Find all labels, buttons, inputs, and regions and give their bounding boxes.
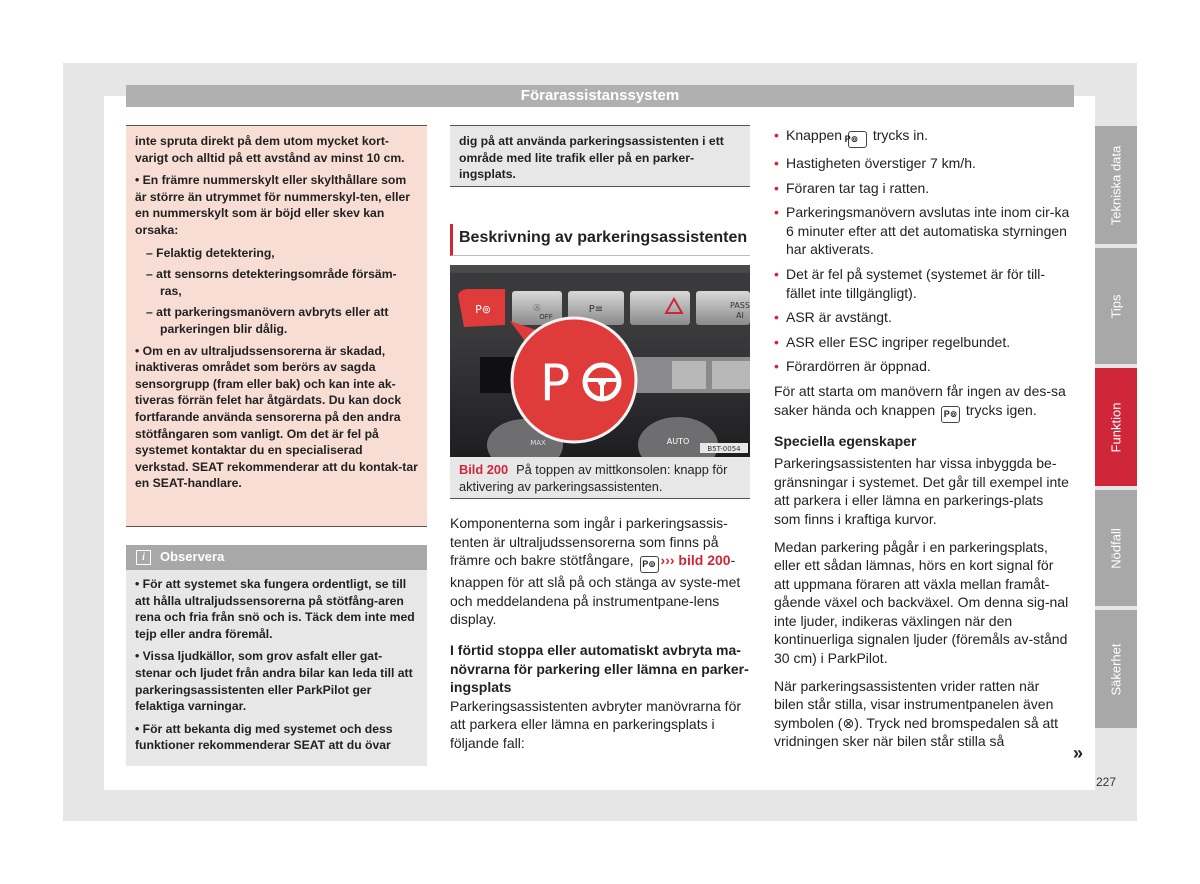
figure-console-photo: [450, 265, 750, 457]
paragraph: När parkeringsassistenten vrider ratten när bilen står stilla, visar instrumentpanelen även symbolen (⊗). Tryck ned bromspedalen så att vridningen sker när bilen står stilla så: [774, 677, 1059, 750]
console-illustration: [450, 265, 750, 457]
svg-text:AI: AI: [736, 311, 744, 320]
column-2-text: [450, 514, 750, 765]
warning-paragraph: • Om en av ultraljudssensorerna är skadad, inaktiveras området som berörs av sagda sensorgrupp (fram eller bak) och kan inte ak-tiveras förrän felet har åtgärdats. Du kan dock fortfarande använda sensorerna på den andra stötfångaren som vanligt. Om det är fel på systemet kontaktar du en specialiserad verkstad. SEAT rekommenderar att du kontak-tar en SEAT-handlare.: [135, 343, 418, 491]
svg-text:P≡: P≡: [588, 304, 604, 315]
note-item: • För att systemet ska fungera ordentligt, se till att hålla ultraljudssensorerna på stötfång-aren rena och fria från snö och is. Täck dem inte med tejp eller andra föremål.: [135, 577, 415, 641]
note-header: [126, 545, 427, 570]
warning-dash-item: – att parkeringsmanövern avbryts eller att parkeringen blir dålig.: [146, 305, 389, 336]
list-item: • Hastigheten överstiger 7 km/h.: [774, 154, 1070, 173]
note-item: • För att bekanta dig med systemet och dess funktioner rekommenderar SEAT att du övar: [135, 721, 393, 753]
park-assist-button-icon: P⊚: [640, 556, 659, 573]
note-item: • Vissa ljudkällor, som grov asfalt eller gat-stenar och ljudet från andra bilar kan leda till att parkeringsassistenten eller ParkPilot ger felaktiga varningar.: [135, 649, 413, 714]
warning-box: [126, 125, 427, 527]
list-item: • ASR eller ESC ingriper regelbundet.: [774, 333, 1070, 352]
list-item: • Förardörren är öppnad.: [774, 357, 1070, 376]
warning-dash-item: – att sensorns detekteringsområde försäm-ras,: [146, 267, 397, 298]
list-item: • Parkeringsmanövern avslutas inte inom cir-ka 6 minuter efter att det automatiska styrningen har aktiverats.: [774, 203, 1070, 259]
column-3-text: [774, 126, 1070, 760]
svg-text:P: P: [540, 354, 571, 412]
warning-paragraph: inte spruta direkt på dem utom mycket kort-varigt och alltid på ett avstånd av minst 10 cm.: [135, 134, 405, 165]
subheading: I förtid stoppa eller automatiskt avbryta ma-növrarna för parkering eller lämna en parker-ingsplats: [450, 641, 749, 696]
note-box: [126, 545, 427, 766]
figure-reference-link[interactable]: ››› bild 200: [660, 552, 731, 569]
section-title: Beskrivning av parkeringsassistenten: [450, 224, 750, 256]
tab-nodfall[interactable]: Nödfall: [1095, 490, 1137, 606]
continue-arrow-icon: »: [1073, 743, 1084, 763]
chapter-header: Förarassistanssystem: [126, 85, 1074, 107]
subheading: Speciella egenskaper: [774, 432, 917, 449]
tab-sakerhet[interactable]: Säkerhet: [1095, 610, 1137, 728]
paragraph: Komponenterna som ingår i parkeringsassis-tenten är ultraljudssensorerna som finns på främre och bakre stötfångare, P⊚ ››› bild 200-knappen för att slå på och stänga av syste-met och meddelandena på instrumentpane-lens display.: [450, 515, 741, 628]
list-item: • Knappen P⊚ trycks in.: [774, 126, 1070, 148]
figure-caption-text: På toppen av mittkonsolen: knapp för aktivering av parkeringsassistenten.: [459, 462, 728, 494]
svg-text:P⊚: P⊚: [475, 303, 491, 316]
tab-tekniska-data[interactable]: Tekniska data: [1095, 126, 1137, 244]
svg-text:B5T-0054: B5T-0054: [707, 445, 741, 453]
tab-funktion[interactable]: Funktion: [1095, 368, 1137, 486]
park-assist-button-icon: P⊚: [941, 406, 960, 423]
park-assist-button-icon: P⊚: [848, 131, 867, 148]
paragraph: Parkeringsassistenten har vissa inbyggda be-gränsningar i systemet. Det går till exempel inte att parkera i eller lämna en parkerings-plats som finns i kraftiga kurvor.: [774, 455, 1069, 527]
svg-text:PASS: PASS: [730, 301, 750, 310]
paragraph: Medan parkering pågår i en parkeringsplats, eller ett sådan lämnas, hörs en kort signal för att uppmana föraren att växla mellan framåt-gående växel och backväxel. Om denna sig-nal inte ljuder, indikeras växlingen när den kontinuerliga signalen ljuder (föremåls av-stånd 30 cm) i ParkPilot.: [774, 538, 1069, 667]
paragraph: Parkeringsassistenten avbryter manövrarna för att parkera eller lämna en parkeringsplats i följande fall:: [450, 697, 742, 751]
figure-caption: [450, 457, 750, 499]
note-title: Observera: [160, 549, 225, 565]
svg-text:OFF: OFF: [539, 313, 553, 321]
note-body: [126, 570, 427, 754]
svg-text:AUTO: AUTO: [666, 437, 690, 446]
svg-text:Ⓐ: Ⓐ: [533, 304, 541, 312]
svg-text:MAX: MAX: [530, 439, 546, 447]
paragraph: För att starta om manövern får ingen av des-sa saker hända och knappen P⊚ trycks igen.: [774, 382, 1070, 423]
list-item: • ASR är avstängt.: [774, 308, 1070, 327]
tab-tips[interactable]: Tips: [1095, 248, 1137, 364]
list-item: • Föraren tar tag i ratten.: [774, 179, 1070, 198]
warning-dash-item: – Felaktig detektering,: [146, 245, 275, 260]
figure-label: Bild 200: [459, 462, 509, 477]
info-icon: i: [136, 550, 151, 565]
warning-continuation-box: dig på att använda parkeringsassistenten i ett område med lite trafik eller på en parker-ingsplats.: [450, 125, 750, 187]
warning-paragraph: • En främre nummerskylt eller skylthållare som är större än utrymmet för nummerskyl-ten, eller en nummerskylt som är böjd eller skev kan orsaka:: [135, 173, 410, 237]
page-number: 227: [1096, 775, 1117, 789]
list-item: • Det är fel på systemet (systemet är för till-fället inte tillgängligt).: [774, 265, 1070, 302]
